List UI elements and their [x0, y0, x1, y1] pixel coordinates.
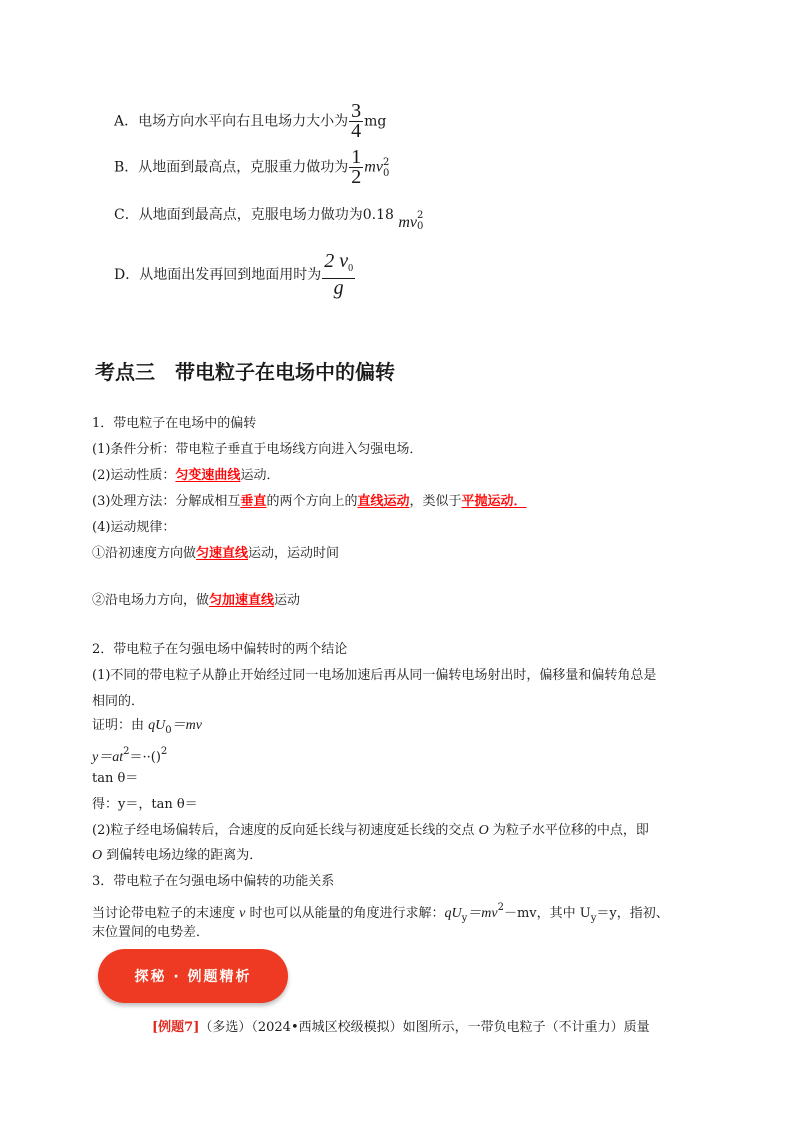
answer-red: 匀加速直线	[209, 593, 275, 608]
option-d-fraction: $\frac{2 v_0}{g}$	[324, 250, 354, 299]
result-line: 得：y＝，tan θ＝	[92, 797, 198, 812]
option-a-text: 电场方向水平向右且电场力大小为	[138, 113, 349, 130]
option-c: C．从地面到最高点，克服电场力做功为0.18 mv 2 0	[114, 207, 424, 232]
option-d-text: 从地面出发再回到地面用时为	[139, 267, 322, 283]
point-3-b: 末位置间的电势差．	[92, 925, 210, 940]
option-d	[114, 252, 356, 298]
point-2-1a: (1)不同的带电粒子从静止开始经过同一电场加速后再从同一偏转电场射出时，偏移量和偏转角总是	[92, 668, 657, 683]
option-c-text: 从地面到最高点，克服电场力做功为	[138, 207, 363, 223]
point-1-2: (2)运动性质：匀变速曲线运动．	[92, 468, 280, 483]
option-a-tail: mg	[364, 113, 387, 130]
option-c-label: C．	[114, 207, 139, 223]
point-1-1: (1)条件分析：带电粒子垂直于电场线方向进入匀强电场．	[92, 442, 423, 457]
answer-red: 直线运动	[357, 494, 410, 509]
option-c-mv: mv	[398, 214, 417, 231]
example-banner: 探秘 · 例题精析	[98, 949, 288, 1003]
example-text: （多选）（2024•西城区校级模拟）如图所示，一带负电粒子（不计重力）质量	[199, 1020, 650, 1035]
answer-red: 匀速直线	[196, 546, 249, 561]
section-title: 考点三 带电粒子在电场中的偏转	[95, 360, 395, 384]
point-3-a: 当讨论带电粒子的末速度 v 时也可以从能量的角度进行求解：$qU_y=mv^2-mv$，其中 $U_y=y$，指初、	[92, 902, 669, 924]
point-2-2a: (2)粒子经电场偏转后，合速度的反向延长线与初速度延长线的交点 O 为粒子水平位移的中点，即	[92, 823, 649, 838]
option-b-mv: mv	[364, 158, 383, 176]
option-b-label: B．	[114, 159, 139, 176]
option-a-fraction: $\frac{3}{4}$	[351, 100, 362, 142]
option-c-coef: 0.18	[362, 207, 394, 223]
option-a-label: A．	[114, 113, 139, 130]
point-1-title: 1．带电粒子在电场中的偏转	[92, 416, 257, 431]
option-a	[114, 102, 386, 141]
option-b-text: 从地面到最高点，克服重力做功为	[138, 159, 349, 176]
tan-line: tan θ＝	[92, 771, 139, 786]
answer-red: 匀变速曲线	[175, 468, 241, 483]
example-tag: [例题7]	[152, 1020, 200, 1035]
point-3-title: 3．带电粒子在匀强电场中偏转的功能关系	[92, 874, 335, 889]
circle-2: ②沿电场力方向，做匀加速直线运动	[92, 593, 301, 608]
example-7	[152, 1019, 650, 1037]
point-2-title: 2．带电粒子在匀强电场中偏转时的两个结论	[92, 642, 348, 657]
answer-red: 平抛运动．	[461, 494, 527, 509]
circle-1: ①沿初速度方向做匀速直线运动，运动时间	[92, 546, 340, 561]
answer-red: 垂直	[240, 494, 267, 509]
point-2-2b: O 到偏转电场边缘的距离为．	[92, 848, 263, 863]
y-equation: $y=at^2=\cdot\cdot()^2$	[92, 746, 168, 765]
point-2-1b: 相同的．	[92, 694, 145, 709]
point-1-3: (3)处理方法：分解成相互垂直的两个方向上的直线运动，类似于平抛运动．	[92, 494, 527, 509]
option-d-label: D．	[114, 267, 140, 283]
option-b: B．从地面到最高点，克服重力做功为 $\frac{1}{2}$ mv 2 0	[114, 146, 390, 188]
proof-line: 证明：由 $qU_0=mv$	[92, 718, 202, 736]
point-1-4: (4)运动规律：	[92, 520, 176, 535]
option-b-fraction: $\frac{1}{2}$	[351, 146, 362, 188]
